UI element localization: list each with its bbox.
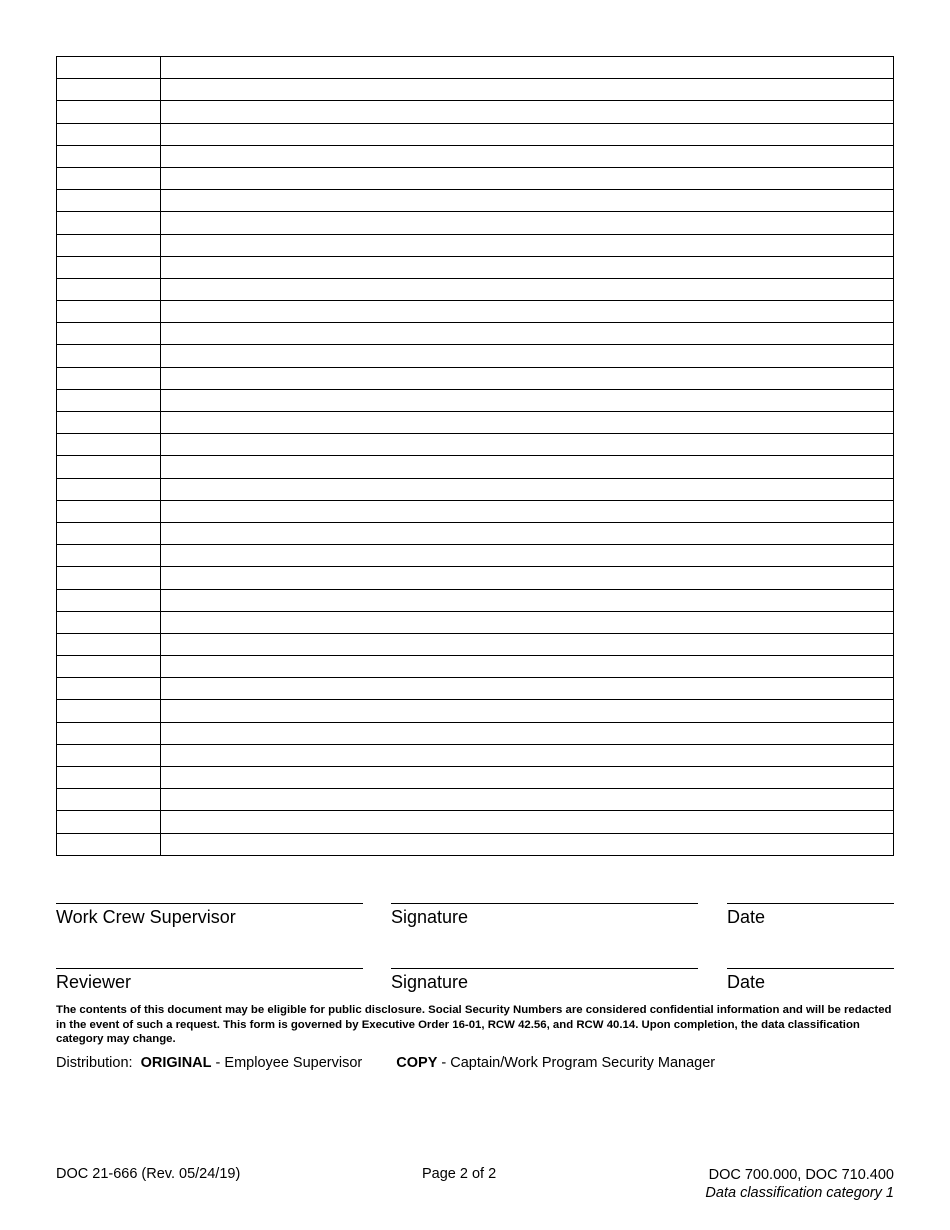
table-row xyxy=(57,545,894,567)
table-cell-entry[interactable] xyxy=(161,412,894,434)
table-cell-entry[interactable] xyxy=(161,589,894,611)
table-cell-date[interactable] xyxy=(57,79,161,101)
table-row xyxy=(57,633,894,655)
table-cell-entry[interactable] xyxy=(161,212,894,234)
table-row xyxy=(57,389,894,411)
table-row xyxy=(57,744,894,766)
disclosure-notice: The contents of this document may be eligible for public disclosure. Social Security Numbers are considered confidential information and will be redacted in the event of such a request. This form is governed by Executive Order 16-01, RCW 42.56, and RCW 40.14. Upon completion, the data classification category may change. xyxy=(56,1004,892,1045)
table-cell-entry[interactable] xyxy=(161,434,894,456)
table-row xyxy=(57,123,894,145)
table-row xyxy=(57,367,894,389)
table-cell-entry[interactable] xyxy=(161,456,894,478)
table-cell-entry[interactable] xyxy=(161,522,894,544)
reviewer-signature-label: Signature xyxy=(391,972,469,992)
table-cell-entry[interactable] xyxy=(161,145,894,167)
table-row xyxy=(57,500,894,522)
table-cell-date[interactable] xyxy=(57,744,161,766)
table-cell-entry[interactable] xyxy=(161,722,894,744)
table-cell-date[interactable] xyxy=(57,545,161,567)
footer-right xyxy=(705,1166,894,1202)
reviewer-signature-line[interactable] xyxy=(391,968,698,969)
reviewer-date-line[interactable] xyxy=(727,968,894,969)
distribution-copy-text: - Captain/Work Program Security Manager xyxy=(441,1055,716,1071)
table-cell-entry[interactable] xyxy=(161,478,894,500)
table-row xyxy=(57,678,894,700)
table-cell-date[interactable] xyxy=(57,611,161,633)
table-cell-date[interactable] xyxy=(57,212,161,234)
policy-refs: DOC 700.000, DOC 710.400 xyxy=(708,1167,894,1183)
table-cell-entry[interactable] xyxy=(161,57,894,79)
table-cell-date[interactable] xyxy=(57,57,161,79)
supervisor-name-line[interactable] xyxy=(56,903,363,904)
table-cell-date[interactable] xyxy=(57,567,161,589)
table-cell-date[interactable] xyxy=(57,256,161,278)
table-row xyxy=(57,145,894,167)
log-table-body xyxy=(57,57,894,856)
table-cell-entry[interactable] xyxy=(161,389,894,411)
supervisor-date-line[interactable] xyxy=(727,903,894,904)
table-row xyxy=(57,567,894,589)
data-classification: Data classification category 1 xyxy=(705,1185,894,1201)
table-cell-entry[interactable] xyxy=(161,767,894,789)
table-cell-entry[interactable] xyxy=(161,256,894,278)
table-cell-date[interactable] xyxy=(57,345,161,367)
table-cell-date[interactable] xyxy=(57,811,161,833)
table-row xyxy=(57,212,894,234)
table-row xyxy=(57,345,894,367)
reviewer-name-line[interactable] xyxy=(56,968,363,969)
table-cell-entry[interactable] xyxy=(161,833,894,855)
table-cell-entry[interactable] xyxy=(161,656,894,678)
table-cell-entry[interactable] xyxy=(161,234,894,256)
table-row xyxy=(57,722,894,744)
page-number: Page 2 of 2 xyxy=(422,1166,497,1182)
table-cell-entry[interactable] xyxy=(161,811,894,833)
table-cell-date[interactable] xyxy=(57,123,161,145)
form-id: DOC 21-666 (Rev. 05/24/19) xyxy=(56,1166,241,1182)
distribution-line xyxy=(56,1055,715,1071)
table-cell-date[interactable] xyxy=(57,478,161,500)
table-cell-entry[interactable] xyxy=(161,167,894,189)
supervisor-signature-line[interactable] xyxy=(391,903,698,904)
table-cell-date[interactable] xyxy=(57,145,161,167)
supervisor-signature-label: Signature xyxy=(391,907,469,927)
table-cell-entry[interactable] xyxy=(161,278,894,300)
distribution-prefix: Distribution: xyxy=(56,1055,133,1071)
table-row xyxy=(57,234,894,256)
table-cell-entry[interactable] xyxy=(161,345,894,367)
supervisor-date-label: Date xyxy=(727,907,766,927)
distribution-original-label: ORIGINAL xyxy=(140,1055,212,1071)
table-cell-date[interactable] xyxy=(57,301,161,323)
table-row xyxy=(57,79,894,101)
table-cell-entry[interactable] xyxy=(161,500,894,522)
table-cell-entry[interactable] xyxy=(161,101,894,123)
table-row xyxy=(57,256,894,278)
table-cell-date[interactable] xyxy=(57,367,161,389)
table-row xyxy=(57,700,894,722)
distribution-original-text: - Employee Supervisor xyxy=(215,1055,363,1071)
table-row xyxy=(57,789,894,811)
table-row xyxy=(57,167,894,189)
table-cell-entry[interactable] xyxy=(161,744,894,766)
table-row xyxy=(57,412,894,434)
table-row xyxy=(57,478,894,500)
table-cell-entry[interactable] xyxy=(161,567,894,589)
table-row xyxy=(57,767,894,789)
table-cell-date[interactable] xyxy=(57,190,161,212)
table-cell-entry[interactable] xyxy=(161,190,894,212)
table-cell-date[interactable] xyxy=(57,412,161,434)
table-row xyxy=(57,190,894,212)
table-row xyxy=(57,589,894,611)
supervisor-role-label: Work Crew Supervisor xyxy=(56,907,236,927)
table-row xyxy=(57,611,894,633)
table-row xyxy=(57,811,894,833)
table-row xyxy=(57,301,894,323)
table-row xyxy=(57,323,894,345)
table-cell-date[interactable] xyxy=(57,789,161,811)
table-cell-date[interactable] xyxy=(57,323,161,345)
table-cell-entry[interactable] xyxy=(161,611,894,633)
table-cell-date[interactable] xyxy=(57,633,161,655)
table-cell-entry[interactable] xyxy=(161,678,894,700)
table-cell-date[interactable] xyxy=(57,389,161,411)
table-cell-date[interactable] xyxy=(57,767,161,789)
table-cell-date[interactable] xyxy=(57,722,161,744)
table-row xyxy=(57,833,894,855)
table-cell-date[interactable] xyxy=(57,456,161,478)
table-cell-date[interactable] xyxy=(57,500,161,522)
table-cell-date[interactable] xyxy=(57,522,161,544)
table-cell-date[interactable] xyxy=(57,656,161,678)
reviewer-role-label: Reviewer xyxy=(56,972,132,992)
table-row xyxy=(57,656,894,678)
table-cell-date[interactable] xyxy=(57,700,161,722)
table-cell-entry[interactable] xyxy=(161,700,894,722)
table-row xyxy=(57,278,894,300)
table-cell-date[interactable] xyxy=(57,278,161,300)
table-cell-date[interactable] xyxy=(57,589,161,611)
table-row xyxy=(57,101,894,123)
table-row xyxy=(57,456,894,478)
table-cell-date[interactable] xyxy=(57,833,161,855)
table-cell-entry[interactable] xyxy=(161,301,894,323)
table-cell-date[interactable] xyxy=(57,167,161,189)
table-cell-entry[interactable] xyxy=(161,545,894,567)
table-cell-entry[interactable] xyxy=(161,323,894,345)
distribution-copy-label: COPY xyxy=(396,1055,438,1071)
table-cell-entry[interactable] xyxy=(161,789,894,811)
table-cell-date[interactable] xyxy=(57,434,161,456)
table-cell-date[interactable] xyxy=(57,678,161,700)
table-cell-entry[interactable] xyxy=(161,367,894,389)
table-row xyxy=(57,57,894,79)
table-cell-entry[interactable] xyxy=(161,123,894,145)
table-cell-entry[interactable] xyxy=(161,633,894,655)
log-table xyxy=(56,56,894,856)
table-cell-date[interactable] xyxy=(57,234,161,256)
table-row xyxy=(57,522,894,544)
reviewer-date-label: Date xyxy=(727,972,766,992)
table-row xyxy=(57,434,894,456)
table-cell-entry[interactable] xyxy=(161,79,894,101)
table-cell-date[interactable] xyxy=(57,101,161,123)
